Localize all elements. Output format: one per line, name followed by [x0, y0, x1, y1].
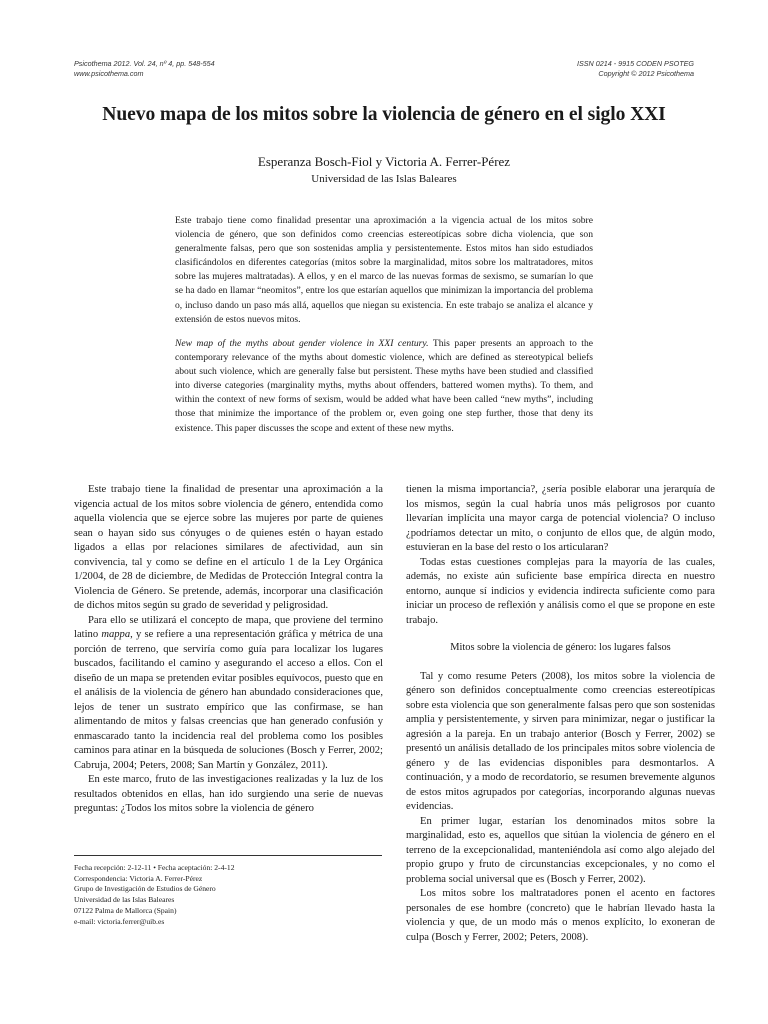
- abstract-english-body: This paper presents an approach to the contemporary relevance of the myths about domestic violence, which are defined as stereotypical beliefs about such violence, which are generally false but persistent. These myths have been studied and classified into diverse categories (marginality myths, myths about offenders, battered women myths). To them, and within the context of new forms of sexism, would be added what have been called “new myths”, including those that minimize the importance of the problem or, even going one step further, those that deny its existence. This paper discusses the scope and extent of these new myths.: [175, 338, 593, 434]
- section-heading: Mitos sobre la violencia de género: los lugares falsos: [450, 642, 671, 653]
- paragraph: Este trabajo tiene la finalidad de presentar una aproximación a la vigencia actual de los mitos sobre violencia de género, entendida como aquella violencia que se ejerce sobre las mujeres por parte de quienes sean o hayan sido sus cónyuges o de quienes estén o hayan estado ligados a ellas por relaciones similares de afectividad, aun sin convivencia, tal y como se define en el artículo 1 de la Ley Orgánica 1/2004, de 28 de diciembre, de Medidas de Protección Integral contra la Violencia de Género. Se pretende, además, incorporar una clasificación de dichos mitos según su grado de severidad y peligrosidad.: [74, 484, 383, 611]
- issn-line: ISSN 0214 - 9915 CODEN PSOTEG: [576, 59, 694, 68]
- footnote-address: 07122 Palma de Mallorca (Spain): [74, 905, 177, 915]
- copyright-line: Copyright © 2012 Psicothema: [598, 69, 694, 78]
- paragraph: tienen la misma importancia?, ¿sería posible elaborar una jerarquía de los mismos, según la cual habría unos más peligrosos por cuanto llevarían implícita una mayor carga de potencial violencia? O incluso ¿podríamos detectar un mito, o conjunto de ellos que, de algún modo, estuvieran en la base del resto o los articularan?: [406, 484, 715, 553]
- paragraph: En este marco, fruto de las investigaciones realizadas y la luz de los resultados obtenidos en ellas, han ido surgiendo una serie de nuevas preguntas: ¿Todos los mitos sobre la violencia de género: [74, 774, 383, 814]
- body-column-left: [74, 483, 383, 817]
- footnote-email[interactable]: e-mail: victoria.ferrer@uib.es: [74, 916, 165, 926]
- article-authors: Esperanza Bosch-Fiol y Victoria A. Ferrer-Pérez: [257, 154, 511, 169]
- article-title: Nuevo mapa de los mitos sobre la violencia de género en el siglo XXI: [102, 104, 666, 125]
- body-column-right: [406, 483, 715, 945]
- author-affiliation: Universidad de las Islas Baleares: [311, 173, 457, 185]
- journal-volume: Psicothema 2012. Vol. 24, nº 4, pp. 548-554: [74, 59, 215, 68]
- paragraph: En primer lugar, estarían los denominados mitos sobre la marginalidad, esto es, aquellos que sitúan la violencia de género en el terreno de la excepcionalidad, manteniéndola así como algo alejado del propio grupo y fruto de circunstancias excepcionales, y no como el problema social universal que es (Bosch y Ferrer, 2002).: [406, 815, 715, 885]
- journal-citation: [74, 59, 215, 79]
- abstract-spanish: Este trabajo tiene como finalidad presentar una aproximación a la vigencia actual de los mitos sobre violencia de género, que son definidos como creencias estereotípicas sobre dicha violencia, que son generalmente falsas, pero que son sostenidas amplia y persistentemente. Estos mitos han sido estudiados clasificándolos en diferentes categorías (mitos sobre la marginalidad, mitos sobre los maltratadores, mitos sobre las mujeres maltratadas). A ellos, y en el marco de las nuevas formas de sexismo, se sumarían lo que se ha dado en llamar “neomitos”, entre los que estarían aquellos que minimizan la importancia del problema o, incluso dando un paso más allá, aquellos que niegan su existencia. En este trabajo se analiza el alcance y extensión de estos nuevos mitos.: [175, 215, 593, 325]
- footnote: [74, 863, 382, 927]
- journal-website: www.psicothema.com: [74, 69, 144, 78]
- footnote-correspondence: Correspondencia: Victoria A. Ferrer-Pérez: [74, 873, 203, 883]
- footnote-dates: Fecha recepción: 2-12-11 • Fecha aceptación: 2-4-12: [74, 863, 235, 872]
- italic-term: mappa: [101, 629, 131, 640]
- abstract-english: [175, 337, 593, 436]
- paragraph: Tal y como resume Peters (2008), los mitos sobre la violencia de género son definidos conceptualmente como creencias estereotípicas sobre esta violencia que son generalmente falsas pero que son sostenidas amplia y persistentemente, y sirven para minimizar, negar o justificar la agresión a la pareja. En un trabajo anterior (Bosch y Ferrer, 2002) se presentó un análisis detallado de los principales mitos sobre violencia de género y de las evidencias disponibles para desmontarlos. A continuación, y a modo de recordatorio, se resumen brevemente algunos de estos mitos agrupados por categorías, incorporando algunas nuevas evidencias.: [406, 670, 715, 812]
- footnote-group: Grupo de Investigación de Estudios de Género: [74, 884, 216, 894]
- journal-issn: [577, 59, 694, 79]
- paragraph: Todas estas cuestiones complejas para la mayoría de las cuales, además, no existe aún suficiente base empírica directa en nuestro entorno, aunque sí indicios y evidencia indirecta suficiente como para iniciar un proceso de reflexión y análisis como el que se propone en este trabajo.: [406, 556, 715, 626]
- footnote-divider: [74, 855, 382, 856]
- paragraph: Los mitos sobre los maltratadores ponen el acento en factores personales de ese hombre (concreto) que le habrían llevado hasta la violencia y que, de un modo más o menos explícito, lo exoneran de culpa (Bosch y Ferrer, 2002; Peters, 2008).: [406, 888, 715, 943]
- abstract-english-title: New map of the myths about gender violence in XXI century.: [175, 338, 429, 349]
- paragraph: Para ello se utilizará el concepto de mapa, que proviene del termino latino mappa, y se refiere a una representación gráfica y métrica de una porción de terreno, que serviría como guía para localizar los lugares buscados, facilitando el camino y asegurando el acceso a ellos. Con el diseño de un mapa se pretenden evitar posibles equívocos, puesto que en el análisis de la violencia de género han abundado consideraciones que, lejos de tener un sustrato empírico que las confirmase, se han alimentando de mitos y falsas creencias que han generado confusión y enmascarado tanto la incidencia real del problema como los posibles caminos para atinar en la búsqueda de soluciones (Bosch y Ferrer, 2002; Cabruja, 2004; Peters, 2008; San Martín y González, 2011).: [74, 614, 383, 771]
- footnote-university: Universidad de las Islas Baleares: [74, 895, 175, 905]
